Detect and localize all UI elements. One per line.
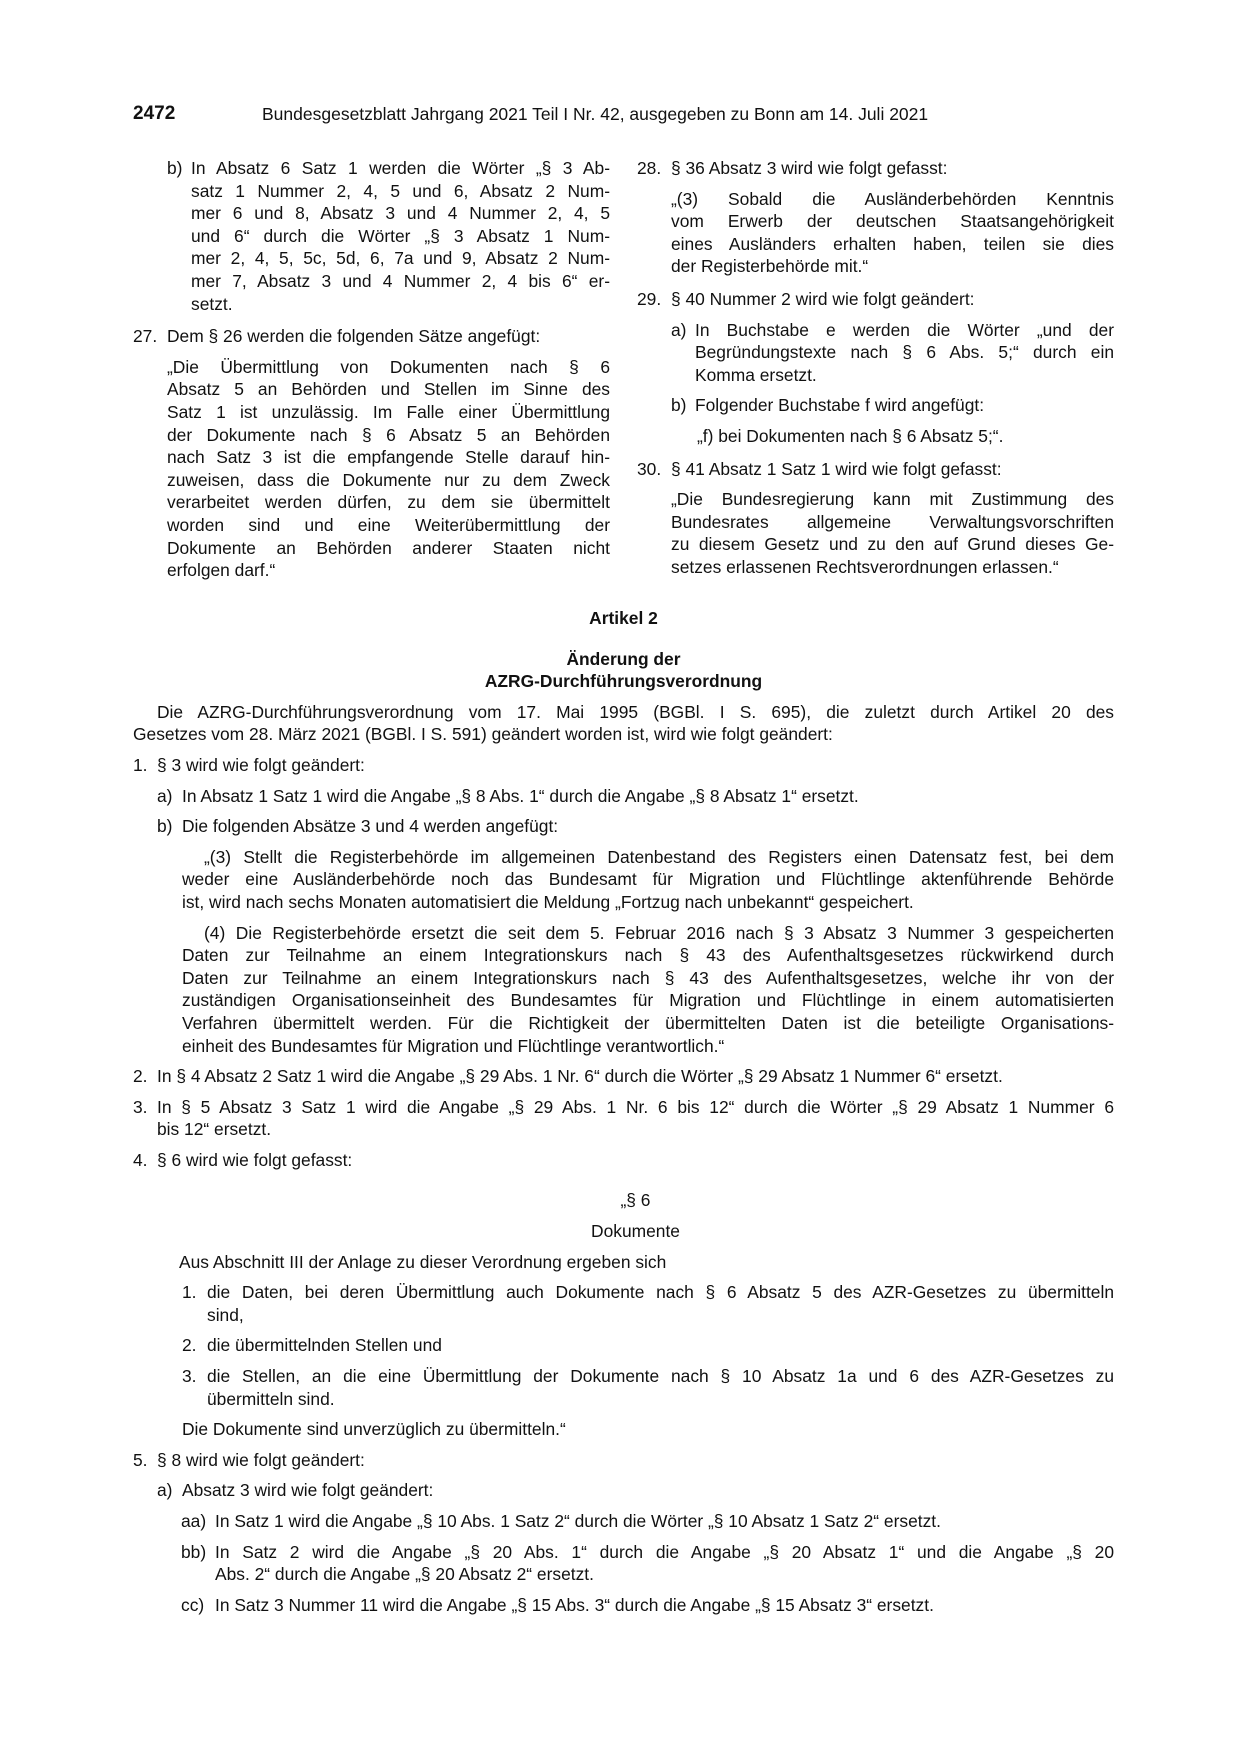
item-text: Folgender Buchstabe f wird angefügt: (695, 395, 985, 416)
item-mark: a) (157, 785, 173, 806)
item-mark: 28. (637, 158, 662, 178)
item-4 (133, 1149, 1114, 1441)
paragraph-sub-1 (157, 1281, 1114, 1326)
item-mark: b) (157, 816, 173, 837)
item-5-a (157, 1479, 1114, 1502)
text-line: zuweisen, dass die Dokumente nur zu dem Zweck (167, 469, 610, 490)
page-number: 2472 (133, 103, 176, 124)
text-line: erfolgen darf.“ (167, 560, 276, 581)
left-column (133, 157, 610, 582)
artikel-title-line-2: AZRG-Durchführungsverordnung (484, 671, 763, 692)
item-28 (637, 157, 1114, 278)
item-2 (133, 1065, 1114, 1088)
item-text: § 41 Absatz 1 Satz 1 wird wie folgt gefasst: (671, 458, 1002, 479)
item-3 (133, 1096, 1114, 1141)
item-text: § 40 Nummer 2 wird wie folgt geändert: (671, 288, 975, 309)
text-line: Verfahren übermittelt werden. Für die Richtigkeit der übermittelten Daten ist die beteiligte Organisations- (182, 1012, 1114, 1033)
text-line: In Satz 2 wird die Angabe „§ 20 Abs. 1“ durch die Angabe „§ 20 Absatz 1“ und die Angabe „§ 20 (215, 1541, 1114, 1562)
text-line: mer 2, 4, 5, 5c, 5d, 6, 7a und 9, Absatz 2 Num- (191, 248, 610, 269)
item-text (191, 157, 610, 315)
text-line: mer 7, Absatz 3 und 4 Nummer 2, 4 bis 6“ er- (191, 270, 610, 291)
item-text: § 8 wird wie folgt geändert: (157, 1449, 365, 1470)
paragraph-heading: „§ 6 (620, 1190, 651, 1211)
text-line: sind, (207, 1304, 244, 1325)
text-line: Daten zur Teilnahme an einem Integrationskurs nach § 43 des Aufenthaltsgesetzes rückwirkend durch (182, 945, 1114, 966)
item-1 (133, 754, 1114, 1057)
item-29-a (671, 319, 1114, 387)
quoted-amendment (671, 488, 1114, 578)
item-mark: b) (167, 158, 183, 178)
item-mark: bb) (181, 1541, 207, 1562)
buchstabe-f-text: „f) bei Dokumenten nach § 6 Absatz 5;“. (697, 425, 1004, 446)
artikel-2-section (133, 607, 1114, 1616)
text-line: mer 6 und 8, Absatz 3 und 4 Nummer 2, 4, 5 (191, 203, 610, 224)
item-29 (637, 288, 1114, 448)
item-mark: 27. (133, 326, 158, 347)
item-text (695, 319, 1114, 387)
item-5-bb (157, 1541, 1114, 1586)
text-line: In § 5 Absatz 3 Satz 1 wird die Angabe „§ 29 Abs. 1 Nr. 6 bis 12“ durch die Wörter „§ 29 Absatz 1 Nummer 6 (157, 1096, 1114, 1117)
paragraph-intro: Aus Abschnitt III der Anlage zu dieser Verordnung ergeben sich (179, 1251, 667, 1272)
text-line: Absatz 5 an Behörden und Stellen im Sinne des (167, 379, 610, 400)
text-line: „Die Übermittlung von Dokumenten nach § 6 (167, 356, 610, 377)
item-mark: cc) (181, 1594, 205, 1615)
item-mark: 30. (637, 458, 662, 479)
text-line: „Die Bundesregierung kann mit Zustimmung des (671, 489, 1114, 510)
absatz-3-quote (157, 846, 1114, 914)
item-text: In Satz 3 Nummer 11 wird die Angabe „§ 15 Abs. 3“ durch die Angabe „§ 15 Absatz 3“ ersetzt. (215, 1594, 934, 1615)
item-text: In § 4 Absatz 2 Satz 1 wird die Angabe „§ 29 Abs. 1 Nr. 6“ durch die Wörter „§ 29 Absatz 1 Nummer 6“ ersetzt. (157, 1066, 1003, 1087)
text-line: Begründungstexte nach § 6 Abs. 5;“ durch ein (695, 342, 1114, 363)
item-mark: 29. (637, 288, 662, 309)
item-text: Die folgenden Absätze 3 und 4 werden angefügt: (182, 816, 559, 837)
text-line: nach Satz 3 ist die empfangende Stelle darauf hin- (167, 447, 610, 468)
item-mark: 3. (182, 1366, 197, 1387)
text-line: zu diesem Gesetz und zu den auf Grund dieses Ge- (671, 534, 1114, 555)
item-mark: 1. (182, 1282, 197, 1303)
text-line: Die AZRG-Durchführungsverordnung vom 17. Mai 1995 (BGBl. I S. 695), die zuletzt durch Artikel 20 des (157, 701, 1114, 722)
item-1-a (157, 785, 1114, 808)
item-5 (133, 1449, 1114, 1617)
artikel-title-line-1: Änderung der (566, 648, 681, 669)
text-line: die Daten, bei deren Übermittlung auch Dokumente nach § 6 Absatz 5 des AZR-Gesetzes zu übermitteln (207, 1282, 1114, 1303)
item-mark: 5. (133, 1449, 148, 1470)
item-29-b (671, 394, 1114, 447)
text-line: satz 1 Nummer 2, 4, 5 und 6, Absatz 2 Num- (191, 180, 610, 201)
item-text: In Satz 1 wird die Angabe „§ 10 Abs. 1 Satz 2“ durch die Wörter „§ 10 Absatz 1 Satz 2“ ersetzt. (215, 1511, 941, 1531)
item-27 (133, 325, 610, 582)
item-text (207, 1281, 1114, 1326)
paragraph-sub-2 (157, 1334, 1114, 1357)
item-mark: 2. (133, 1066, 148, 1087)
item-b-absatz-6 (133, 157, 610, 315)
item-mark: 2. (182, 1335, 197, 1356)
item-text: § 36 Absatz 3 wird wie folgt gefasst: (671, 158, 948, 178)
text-line: weder eine Ausländerbehörde noch das Bundesamt für Migration und Flüchtlinge aktenführende Behörde (182, 869, 1114, 890)
text-line: In Absatz 6 Satz 1 werden die Wörter „§ 3 Ab- (191, 158, 610, 178)
right-column (637, 157, 1114, 579)
item-mark: a) (671, 319, 687, 340)
item-1-b (157, 815, 1114, 838)
item-text: die übermittelnden Stellen und (207, 1335, 442, 1356)
text-line: verarbeitet werden dürfen, zu dem sie übermittelt (167, 492, 610, 513)
item-mark: 1. (133, 754, 148, 775)
text-line: übermitteln sind. (207, 1388, 335, 1409)
text-line: worden sind und eine Weiterübermittlung der (167, 514, 610, 535)
text-line: Satz 1 ist unzulässig. Im Falle einer Übermittlung (167, 401, 610, 422)
text-line: „(3) Stellt die Registerbehörde im allgemeinen Datenbestand des Registers einen Datensatz fest, bei dem (204, 846, 1114, 867)
text-line: In Buchstabe e werden die Wörter „und der (695, 319, 1114, 340)
item-text (207, 1365, 1114, 1410)
item-mark: a) (157, 1480, 173, 1501)
item-30 (637, 458, 1114, 579)
text-line: Abs. 2“ durch die Angabe „§ 20 Absatz 2“ ersetzt. (215, 1564, 594, 1585)
item-text: § 6 wird wie folgt gefasst: (157, 1149, 353, 1170)
text-line: Dokumente an Behörden anderer Staaten nicht (167, 537, 610, 558)
artikel-intro (133, 701, 1114, 746)
text-line: zuständigen Organisationseinheit des Bundesamtes für Migration und Flüchtlinge in einem automatisierten (182, 990, 1114, 1011)
paragraph-closing: Die Dokumente sind unverzüglich zu übermitteln.“ (182, 1419, 566, 1440)
item-text (157, 1096, 1114, 1141)
text-line: eines Ausländers erhalten haben, teilen sie dies (671, 233, 1114, 254)
text-line: bis 12“ ersetzt. (157, 1119, 272, 1140)
text-line: vom Erwerb der deutschen Staatsangehörigkeit (671, 211, 1114, 232)
paragraph-title: Dokumente (591, 1221, 680, 1242)
item-text (215, 1541, 1114, 1586)
text-line: und 6“ durch die Wörter „§ 3 Absatz 1 Num- (191, 225, 610, 246)
text-line: Gesetzes vom 28. März 2021 (BGBl. I S. 591) geändert worden ist, wird wie folgt geändert: (133, 724, 833, 745)
artikel-number: Artikel 2 (589, 608, 658, 628)
item-mark: 3. (133, 1096, 148, 1117)
quoted-amendment (671, 188, 1114, 278)
text-line: „(3) Sobald die Ausländerbehörden Kenntnis (671, 188, 1114, 209)
quoted-amendment (167, 356, 610, 582)
text-line: Bundesrates allgemeine Verwaltungsvorschriften (671, 511, 1114, 532)
text-line: Komma ersetzt. (695, 364, 817, 385)
text-line: setzes erlassenen Rechtsverordnungen erlassen.“ (671, 556, 1059, 577)
item-mark: 4. (133, 1149, 148, 1170)
paragraph-sub-3 (157, 1365, 1114, 1410)
text-line: der Registerbehörde mit.“ (671, 256, 869, 277)
text-line: ist, wird nach sechs Monaten automatisiert die Meldung „Fortzug nach unbekannt“ gespeichert. (182, 891, 914, 912)
item-text: In Absatz 1 Satz 1 wird die Angabe „§ 8 Abs. 1“ durch die Angabe „§ 8 Absatz 1“ ersetzt. (182, 785, 859, 806)
item-text: Absatz 3 wird wie folgt geändert: (182, 1480, 434, 1501)
item-mark: b) (671, 395, 687, 416)
item-5-cc (157, 1594, 1114, 1617)
text-line: die Stellen, an die eine Übermittlung der Dokumente nach § 10 Absatz 1a und 6 des AZR-Gesetzes zu (207, 1366, 1114, 1387)
item-text: § 3 wird wie folgt geändert: (157, 754, 365, 775)
item-text: Dem § 26 werden die folgenden Sätze angefügt: (167, 326, 541, 347)
absatz-4-quote (157, 922, 1114, 1058)
text-line: (4) Die Registerbehörde ersetzt die seit dem 5. Februar 2016 nach § 3 Absatz 3 Nummer 3 gespeicherten (204, 922, 1114, 943)
gazette-header-title: Bundesgesetzblatt Jahrgang 2021 Teil I Nr. 42, ausgegeben zu Bonn am 14. Juli 2021 (262, 104, 929, 124)
item-5-aa (157, 1510, 1114, 1533)
text-line: einheit des Bundesamtes für Migration und Flüchtlinge verantwortlich.“ (182, 1035, 725, 1056)
text-line: Daten zur Teilnahme an einem Integrationskurs nach § 43 des Aufenthaltsgesetzes, welche ihr von der (182, 967, 1114, 988)
item-mark: aa) (181, 1511, 207, 1531)
text-line: setzt. (191, 293, 233, 314)
text-line: der Dokumente nach § 6 Absatz 5 an Behörden (167, 424, 610, 445)
